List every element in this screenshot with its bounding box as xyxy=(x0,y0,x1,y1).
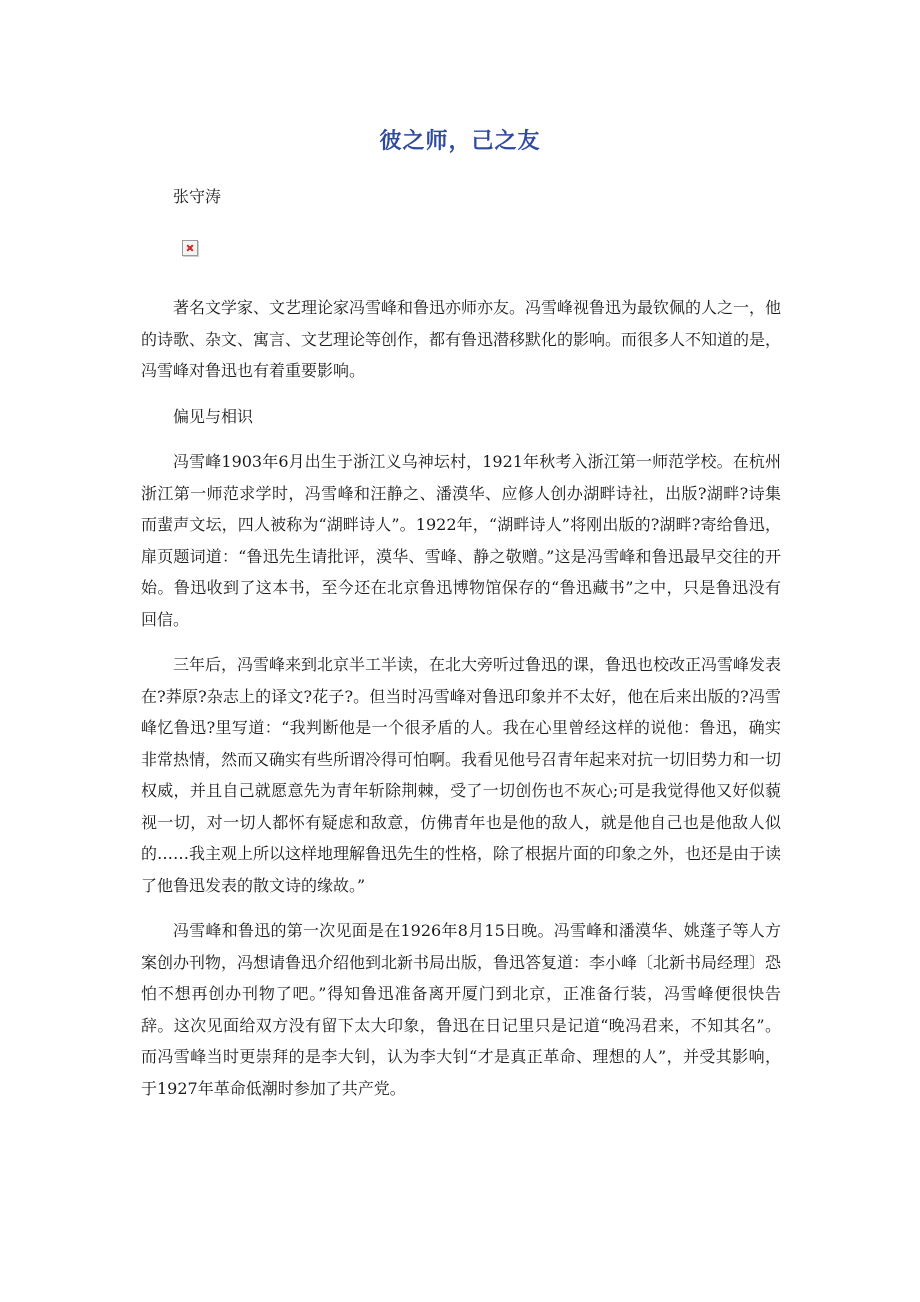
broken-image-icon xyxy=(182,240,198,256)
paragraph-first-meeting: 冯雪峰和鲁迅的第一次见面是在1926年8月15日晚。冯雪峰和潘漠华、姚蓬子等人方案创办刊物，冯想请鲁迅介绍他到北新书局出版，鲁迅答复道：李小峰〔北新书局经理〕恐怕不想再创办刊物了吧。”得知鲁迅准备离开厦门到北京，正准备行装，冯雪峰便很快告辞。这次见面给双方没有留下太大印象，鲁迅在日记里只是记道“晚冯君来，不知其名”。而冯雪峰当时更崇拜的是李大钊，认为李大钊“才是真正革命、理想的人”，并受其影响，于1927年革命低潮时参加了共产党。 xyxy=(141,921,782,1098)
document-title: 彼之师，己之友 xyxy=(379,129,541,154)
section-heading: 偏见与相识 xyxy=(173,406,254,426)
article-body xyxy=(141,292,781,1118)
author-name: 张守涛 xyxy=(173,187,222,206)
paragraph-beijing: 三年后，冯雪峰来到北京半工半读，在北大旁听过鲁迅的课，鲁迅也校改正冯雪峰发表在?莽原?杂志上的译文?花子?。但当时冯雪峰对鲁迅印象并不太好，他在后来出版的?冯雪峰忆鲁迅?里写道：“我判断他是一个很矛盾的人。我在心里曾经这样的说他：鲁迅，确实非常热情，然而又确实有些所谓冷得可怕啊。我看见他号召青年起来对抗一切旧势力和一切权威，并且自己就愿意先为青年斩除荆棘，受了一切创伤也不灰心;可是我觉得他又好似藐视一切，对一切人都怀有疑虑和敌意，仿佛青年也是他的敌人，就是他自己也是他敌人似的……我主观上所以这样地理解鲁迅先生的性格，除了根据片面的印象之外，也还是由于读了他鲁迅发表的散文诗的缘故。” xyxy=(141,655,782,895)
paragraph-lakeside-poets: 冯雪峰1903年6月出生于浙江义乌神坛村，1921年秋考入浙江第一师范学校。在杭州浙江第一师范求学时，冯雪峰和汪静之、潘漠华、应修人创办湖畔诗社，出版?湖畔?诗集而蜚声文坛，四人被称为“湖畔诗人”。1922年，“湖畔诗人”将刚出版的?湖畔?寄给鲁迅，扉页题词道：“鲁迅先生请批评，漠华、雪峰、静之敬赠。”这是冯雪峰和鲁迅最早交往的开始。鲁迅收到了这本书，至今还在北京鲁迅博物馆保存的“鲁迅藏书”之中，只是鲁迅没有回信。 xyxy=(141,452,781,629)
paragraph-intro: 著名文学家、文艺理论家冯雪峰和鲁迅亦师亦友。冯雪峰视鲁迅为最钦佩的人之一，他的诗歌、杂文、寓言、文艺理论等创作，都有鲁迅潜移默化的影响。而很多人不知道的是，冯雪峰对鲁迅也有着重要影响。 xyxy=(141,298,782,380)
